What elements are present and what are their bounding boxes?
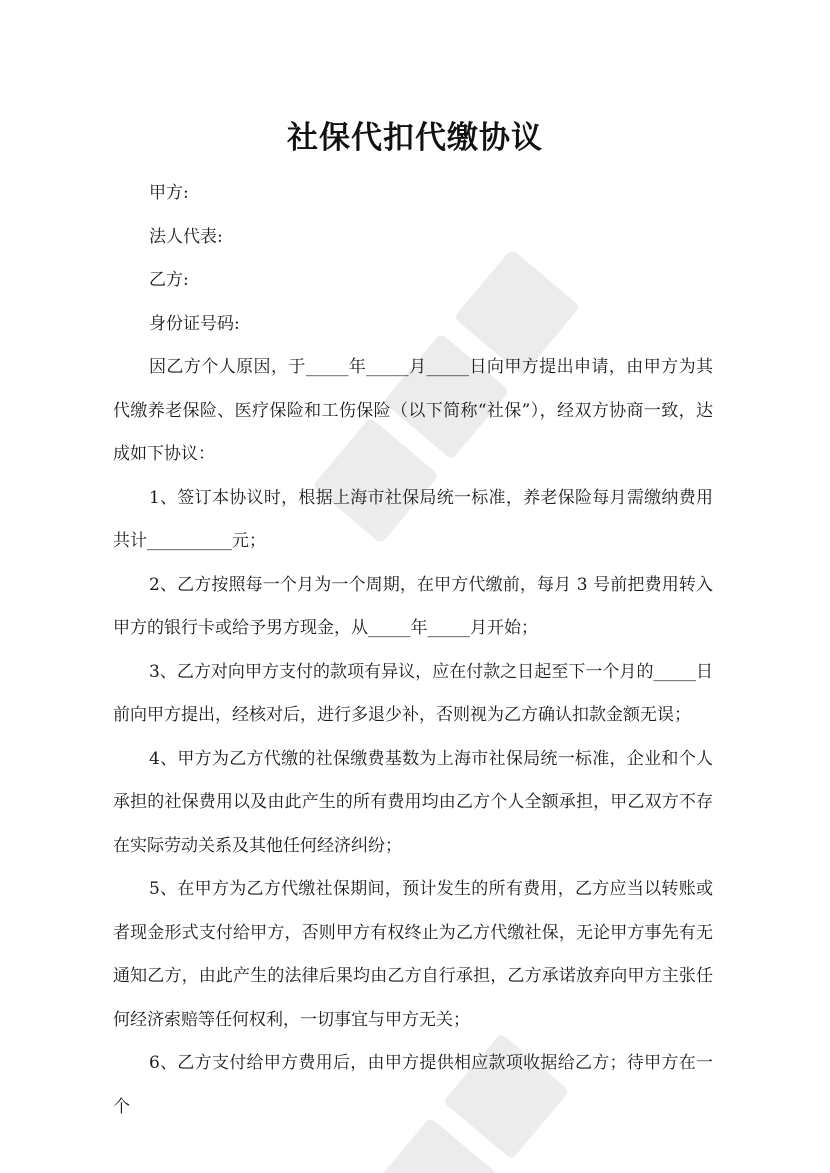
clause-3: 3、乙方对向甲方支付的款项有异议，应在付款之日起至下一个月的_____日前向甲方提出，经核对后，进行多退少补，否则视为乙方确认扣款金额无误； [113,661,713,725]
document-title: 社保代扣代缴协议 [287,120,543,156]
clause-2: 2、乙方按照每一个月为一个周期，在甲方代缴前，每月 3 号前把费用转入甲方的银行卡或给予男方现金，从_____年_____月开始； [113,574,713,638]
legal-rep-label: 法人代表: [149,226,223,247]
id-number-label: 身份证号码: [149,313,240,334]
party-a-label: 甲方: [149,183,189,203]
party-b-label: 乙方: [149,270,189,290]
clause-1: 1、签订本协议时，根据上海市社保局统一标准，养老保险每月需缴纳费用共计__________元； [113,487,713,551]
preamble-paragraph: 因乙方个人原因，于_____年_____月_____日向甲方提出申请，由甲方为其代缴养老保险、医疗保险和工伤保险（以下简称“社保”），经双方协商一致，达成如下协议： [113,357,713,464]
document-body [113,172,713,1129]
clause-6: 6、乙方支付给甲方费用后，由甲方提供相应款项收据给乙方；待甲方在一个 [113,1053,713,1117]
clause-4: 4、甲方为乙方代缴的社保缴费基数为上海市社保局统一标准，企业和个人承担的社保费用以及由此产生的所有费用均由乙方个人全额承担，甲乙双方不存在实际劳动关系及其他任何经济纠纷； [113,748,713,856]
clause-5: 5、在甲方为乙方代缴社保期间，预计发生的所有费用，乙方应当以转账或者现金形式支付给甲方，否则甲方有权终止为乙方代缴社保，无论甲方事先有无通知乙方，由此产生的法律后果均由乙方自行承担，乙方承诺放弃向甲方主张任何经济索赔等任何权利，一切事宜与甲方无关； [113,879,713,1030]
